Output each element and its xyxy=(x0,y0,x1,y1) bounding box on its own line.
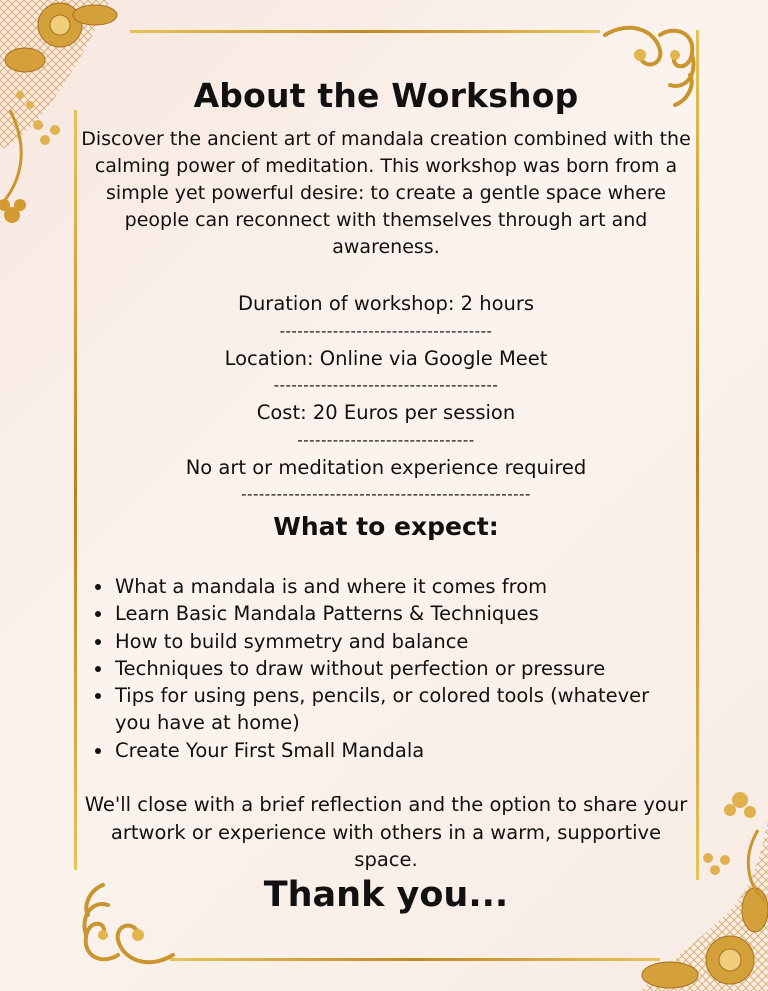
duration-text: Duration of workshop: 2 hours xyxy=(237,292,535,315)
intro-section xyxy=(80,126,692,261)
frame-right-line xyxy=(696,30,699,880)
list-item: What a mandala is and where it comes from xyxy=(85,573,690,600)
frame-top-line xyxy=(130,30,600,33)
expect-heading-wrap xyxy=(80,512,692,541)
separator-1: ------------------------------------ xyxy=(279,321,493,340)
separator-3: ------------------------------ xyxy=(297,430,475,449)
expect-list-section xyxy=(85,573,690,764)
thanks-section xyxy=(80,875,692,915)
experience-text: No art or meditation experience required xyxy=(185,455,587,479)
location-text: Location: Online via Google Meet xyxy=(224,346,548,370)
thank-you-text: Thank you... xyxy=(263,875,509,915)
expect-heading: What to expect: xyxy=(273,512,499,541)
expect-list xyxy=(85,573,690,764)
frame-bottom-line xyxy=(170,958,660,961)
list-item: Learn Basic Mandala Patterns & Techniques xyxy=(85,600,690,627)
closing-section xyxy=(80,791,692,874)
list-item: Techniques to draw without perfection or pressure xyxy=(85,655,690,682)
list-item: Create Your First Small Mandala xyxy=(85,737,690,764)
list-item: Tips for using pens, pencils, or colored tools (whatever you have at home) xyxy=(85,682,690,737)
separator-2: -------------------------------------- xyxy=(273,376,499,394)
intro-paragraph: Discover the ancient art of mandala creation combined with the calming power of meditation. This workshop was born from a simple yet powerful desire: to create a gentle space where people can reconnect with themselves through art and awareness. xyxy=(81,128,691,258)
page-title: About the Workshop xyxy=(193,76,579,115)
details-section xyxy=(80,290,692,508)
closing-paragraph: We'll close with a brief reflection and the option to share your artwork or experience with others in a warm, supportive space. xyxy=(84,793,688,871)
cost-text: Cost: 20 Euros per session xyxy=(256,401,516,424)
list-item: How to build symmetry and balance xyxy=(85,628,690,655)
page-header xyxy=(80,76,692,115)
separator-4: ------------------------------------------------- xyxy=(241,485,531,503)
